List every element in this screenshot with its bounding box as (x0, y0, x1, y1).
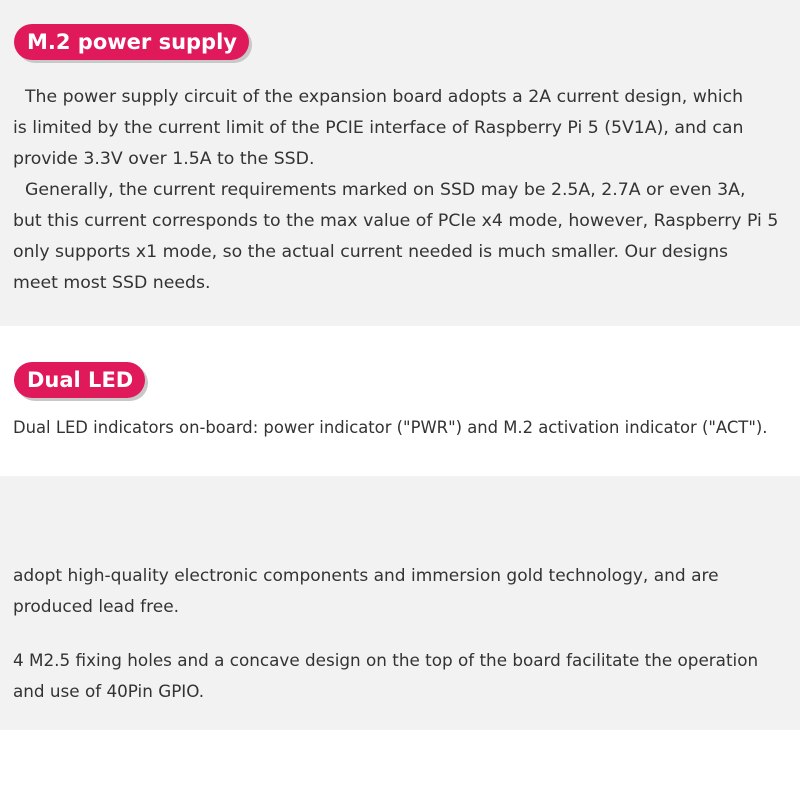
text-line: adopt high-quality electronic components and immersion gold technology, and are (13, 566, 719, 586)
power-supply-heading: M.2 power supply (14, 24, 249, 60)
text-line: and use of 40Pin GPIO. (13, 681, 205, 701)
text-line: The power supply circuit of the expansion board adopts a 2A current design, which (25, 87, 744, 107)
text-line: but this current corresponds to the max value of PCIe x4 mode, however, Raspberry Pi 5 (13, 211, 779, 231)
dual-led-section (0, 326, 800, 476)
fixing-holes-text (13, 645, 758, 707)
text-line: meet most SSD needs. (13, 273, 211, 293)
text-line: Dual LED indicators on-board: power indicator ("PWR") and M.2 activation indicator ("ACT"). (13, 418, 768, 437)
quality-section (0, 476, 800, 730)
text-line: provide 3.3V over 1.5A to the SSD. (13, 149, 315, 169)
bottom-spacer (0, 730, 800, 800)
quality-text (13, 561, 719, 623)
text-line: produced lead free. (13, 597, 180, 617)
text-line: only supports x1 mode, so the actual current needed is much smaller. Our designs (13, 242, 729, 262)
text-line: is limited by the current limit of the PCIE interface of Raspberry Pi 5 (5V1A), and can (13, 118, 744, 138)
dual-led-text (13, 412, 767, 443)
power-supply-text (13, 82, 778, 299)
dual-led-heading: Dual LED (14, 362, 145, 398)
text-line: 4 M2.5 fixing holes and a concave design on the top of the board facilitate the operation (13, 650, 759, 670)
power-supply-section (0, 0, 800, 326)
text-line: Generally, the current requirements marked on SSD may be 2.5A, 2.7A or even 3A, (25, 180, 746, 200)
